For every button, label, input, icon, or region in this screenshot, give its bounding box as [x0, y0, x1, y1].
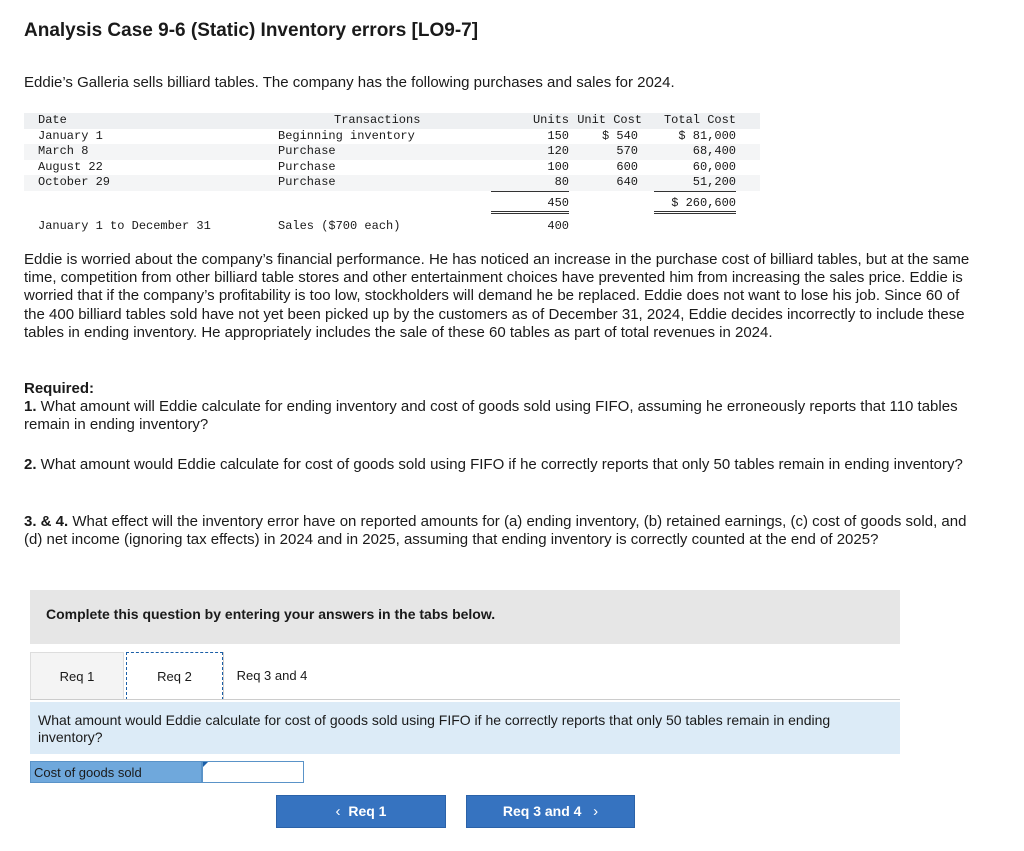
row-unit-cost: $ 540 — [601, 128, 638, 143]
cogs-label: Cost of goods sold — [30, 761, 202, 783]
row-transaction: Purchase — [278, 144, 336, 158]
question-text: What amount would Eddie calculate for cost of goods sold using FIFO if he correctly reports that only 50 tables remain in ending inventory? — [38, 712, 831, 745]
row-date: August 22 — [38, 159, 103, 174]
chevron-left-icon: ‹ — [335, 803, 341, 820]
prev-button-label: Req 1 — [348, 803, 387, 819]
q2-text: What amount would Eddie calculate for cost of goods sold using FIFO if he correctly reports that only 50 tables remain in ending inventory? — [36, 456, 963, 473]
table-header — [24, 113, 760, 129]
tab-req-3-and-4[interactable]: Req 3 and 4 — [223, 652, 320, 700]
table-row — [24, 160, 760, 176]
row-date: March 8 — [38, 144, 89, 158]
row-total-cost: $ 81,000 — [678, 128, 736, 143]
row-total-cost: 60,000 — [692, 159, 736, 174]
input-marker-icon — [203, 762, 208, 767]
tab-divider — [30, 699, 900, 700]
q2-paragraph — [24, 456, 984, 474]
page-title: Analysis Case 9-6 (Static) Inventory errors [LO9-7] — [24, 20, 479, 41]
question-panel — [30, 702, 900, 754]
chevron-right-icon: › — [593, 803, 599, 820]
sales-units: 400 — [547, 219, 569, 233]
header-date: Date — [38, 113, 67, 127]
row-units: 100 — [547, 159, 569, 174]
header-unit-cost: Unit Cost — [577, 113, 642, 127]
row-date: January 1 — [38, 128, 103, 143]
row-total-cost: 51,200 — [654, 175, 736, 192]
total-cost: $ 260,600 — [654, 196, 736, 214]
instructions-text: Complete this question by entering your answers in the tabs below. — [46, 606, 496, 622]
row-units: 150 — [547, 128, 569, 143]
scenario-text: Eddie is worried about the company’s financial performance. He has noticed an increase in the purchase cost of billiard tables, but at the same time, competition from other billiard table stores and other entertainment choices have prevented him from increasing the sales price. Eddie is worried that if the company’s profitability is too low, stockholders will demand he be replaced. Eddie does not want to lose his job. Since 60 of the 400 billiard tables sold have not yet been picked up by the customers as of December 31, 2024, Eddie decides incorrectly to include these tables in ending inventory. He appropriately includes the sale of these 60 tables as part of total revenues in 2024. — [24, 251, 970, 341]
q34-paragraph — [24, 513, 984, 549]
instructions-bar — [30, 590, 900, 644]
q2-number: 2. — [24, 456, 37, 473]
sales-row — [24, 219, 760, 235]
row-units: 120 — [547, 144, 569, 158]
transactions-table — [24, 113, 760, 235]
tab-req-2[interactable]: Req 2 — [126, 652, 223, 700]
row-unit-cost: 640 — [616, 175, 638, 189]
row-transaction: Beginning inventory — [278, 128, 415, 143]
sales-transaction: Sales ($700 each) — [278, 219, 401, 233]
row-transaction: Purchase — [278, 175, 336, 189]
row-unit-cost: 570 — [616, 144, 638, 158]
table-row — [24, 129, 760, 145]
row-date: October 29 — [38, 175, 111, 189]
prev-button[interactable] — [276, 795, 446, 828]
q1-number: 1. — [24, 398, 37, 416]
header-units: Units — [532, 113, 569, 127]
required-section — [24, 380, 984, 435]
row-unit-cost: 600 — [616, 159, 638, 174]
table-row — [24, 175, 760, 191]
row-units: 80 — [491, 175, 569, 192]
cogs-input[interactable] — [202, 761, 304, 783]
spacer — [24, 211, 760, 219]
row-transaction: Purchase — [278, 159, 336, 174]
q1-text: What amount will Eddie calculate for ending inventory and cost of goods sold using FIFO, assuming he erroneously reports that 110 tables remain in ending inventory? — [24, 398, 958, 434]
table-row — [24, 144, 760, 160]
total-units: 450 — [491, 196, 569, 214]
required-heading: Required: — [24, 380, 95, 397]
q34-number: 3. & 4. — [24, 513, 69, 530]
next-button[interactable] — [466, 795, 635, 828]
tab-req-1[interactable]: Req 1 — [30, 652, 124, 700]
header-transactions: Transactions — [334, 113, 421, 127]
q34-text: What effect will the inventory error have on reported amounts for (a) ending inventory, (b) retained earnings, (c) cost of goods sold, and (d) net income (ignoring tax effects) in 2024 and in 2025, assuming that ending inventory is correctly counted at the end of 2025? — [24, 513, 967, 549]
row-total-cost: 68,400 — [692, 144, 736, 158]
sales-date: January 1 to December 31 — [38, 219, 211, 233]
totals-row — [24, 196, 760, 212]
next-button-label: Req 3 and 4 — [502, 803, 582, 819]
intro-text: Eddie’s Galleria sells billiard tables. The company has the following purchases and sales for 2024. — [24, 74, 675, 91]
header-total-cost: Total Cost — [663, 113, 736, 127]
